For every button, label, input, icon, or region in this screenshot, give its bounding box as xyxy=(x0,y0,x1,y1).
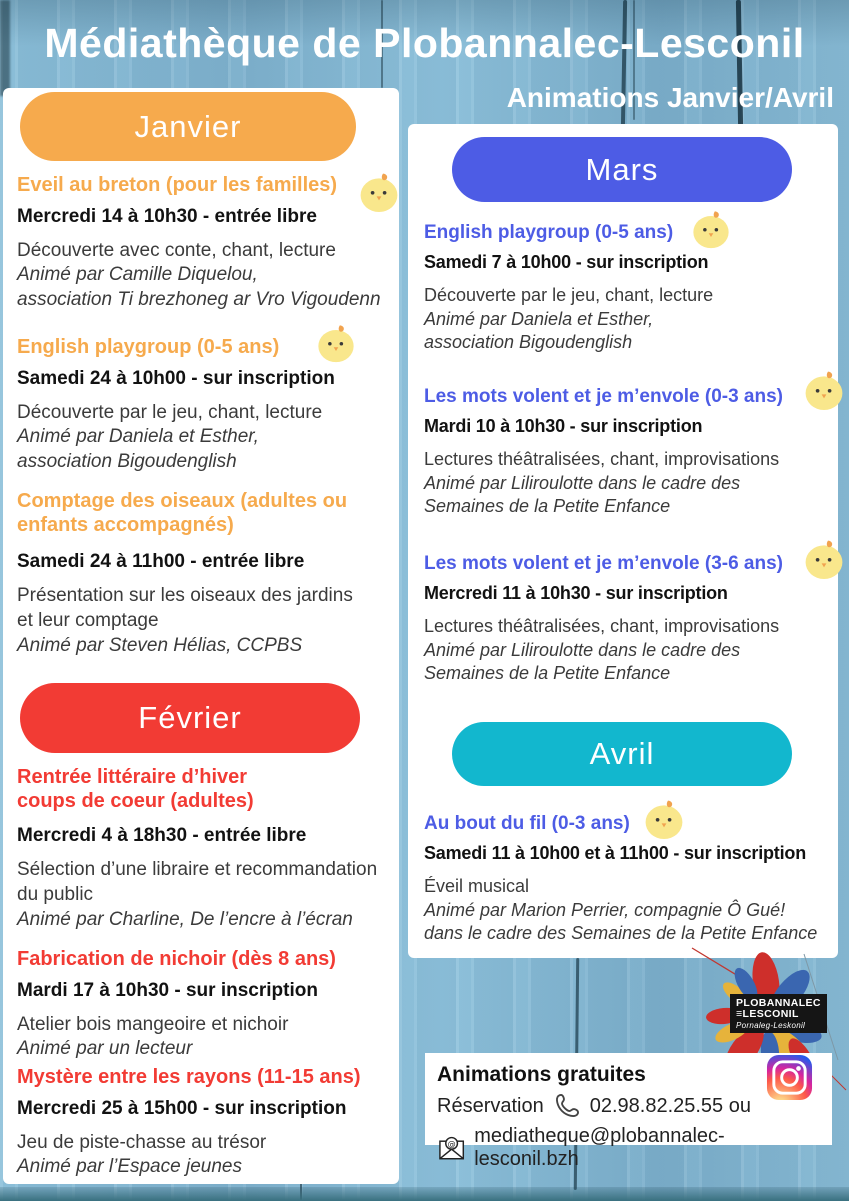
event-credit: Animé par Liliroulotte dans le cadre des xyxy=(424,472,741,493)
event-description: Découverte par le jeu, chant, lecture xyxy=(424,285,714,306)
event-description: du public xyxy=(17,883,94,905)
town-name-line1: PLOBANNALEC xyxy=(736,997,821,1009)
column-mars-avril xyxy=(408,124,838,958)
event-credit: Animé par Camille Diquelou, xyxy=(17,264,258,286)
event-credit: Semaines de la Petite Enfance xyxy=(424,496,671,517)
month-label: Avril xyxy=(589,736,655,771)
event-description: Atelier bois mangeoire et nichoir xyxy=(17,1013,289,1035)
event-credit: Animé par un lecteur xyxy=(17,1038,193,1060)
chick-icon xyxy=(688,206,734,252)
page-title: Médiathèque de Plobannalec-Lesconil xyxy=(44,20,805,66)
email-icon xyxy=(437,1135,466,1162)
month-label: Janvier xyxy=(134,108,242,144)
event-description: et leur comptage xyxy=(17,609,159,631)
event-title: Comptage des oiseaux (adultes ou xyxy=(17,490,348,512)
event-credit: Animé par Marion Perrier, compagnie Ô Gué! xyxy=(424,899,786,920)
chick-icon xyxy=(313,320,359,366)
bars-icon: ≡ xyxy=(736,1008,743,1021)
event-english-playgroup-janvier xyxy=(17,336,389,475)
event-eveil-au-breton xyxy=(17,174,389,313)
phone-number[interactable]: 02.98.82.25.55 ou xyxy=(589,1094,751,1117)
event-credit: Animé par Daniela et Esther, xyxy=(424,308,654,329)
event-description: Éveil musical xyxy=(424,876,530,897)
month-pill-mars xyxy=(452,137,792,202)
month-pill-fevrier xyxy=(20,683,360,753)
event-rentree-litteraire xyxy=(17,766,389,932)
event-description: Découverte avec conte, chant, lecture xyxy=(17,239,336,261)
event-mots-volent-0-3 xyxy=(424,386,826,519)
chick-icon xyxy=(800,535,848,583)
event-credit: association Bigoudenglish xyxy=(17,450,237,472)
event-credit: Animé par Daniela et Esther, xyxy=(17,426,259,448)
event-date: Mardi 10 à 10h30 - sur inscription xyxy=(424,416,703,437)
event-title: Les mots volent et je m’envole (0-3 ans) xyxy=(424,386,783,407)
event-credit: Animé par Liliroulotte dans le cadre des xyxy=(424,639,741,660)
svg-text:@: @ xyxy=(447,1138,456,1148)
event-date: Mercredi 25 à 15h00 - sur inscription xyxy=(17,1097,347,1119)
event-credit: association Ti brezhoneg ar Vro Vigoudenn xyxy=(17,288,381,310)
event-title: Les mots volent et je m’envole (3-6 ans) xyxy=(424,553,783,574)
event-title-line2: enfants accompagnés) xyxy=(17,513,234,536)
event-title: Fabrication de nichoir (dès 8 ans) xyxy=(17,948,336,970)
event-english-playgroup-mars xyxy=(424,222,826,355)
month-label: Mars xyxy=(585,151,659,187)
event-description: Jeu de piste-chasse au trésor xyxy=(17,1131,267,1153)
event-credit: Semaines de la Petite Enfance xyxy=(424,663,671,684)
town-logo-label xyxy=(730,994,827,1033)
event-fabrication-nichoir xyxy=(17,948,389,1062)
contact-title: Animations gratuites xyxy=(437,1063,646,1086)
event-date: Mercredi 11 à 10h30 - sur inscription xyxy=(424,583,728,604)
instagram-icon[interactable] xyxy=(766,1054,813,1101)
event-date: Mercredi 4 à 18h30 - entrée libre xyxy=(17,825,307,847)
event-description: Lectures théâtralisées, chant, improvisations xyxy=(424,616,780,637)
event-credit: Animé par Steven Hélias, CCPBS xyxy=(17,634,303,656)
chick-icon xyxy=(800,366,848,414)
month-label: Février xyxy=(138,700,242,735)
event-description: Présentation sur les oiseaux des jardins xyxy=(17,585,353,607)
event-title: English playgroup (0-5 ans) xyxy=(424,222,674,243)
event-mots-volent-3-6 xyxy=(424,553,826,686)
event-date: Mardi 17 à 10h30 - sur inscription xyxy=(17,979,318,1001)
event-description: Sélection d’une libraire et recommandation xyxy=(17,859,378,881)
event-date: Samedi 11 à 10h00 et à 11h00 - sur inscription xyxy=(424,843,806,864)
phone-icon xyxy=(552,1091,582,1121)
event-au-bout-du-fil xyxy=(424,813,826,946)
event-credit: association Bigoudenglish xyxy=(424,332,633,353)
reservation-label: Réservation xyxy=(437,1094,544,1117)
chick-icon xyxy=(640,795,688,843)
month-pill-janvier xyxy=(20,92,356,161)
event-comptage-des-oiseaux xyxy=(17,490,389,658)
event-date: Mercredi 14 à 10h30 - entrée libre xyxy=(17,205,317,227)
event-title: Eveil au breton (pour les familles) xyxy=(17,174,338,196)
event-mystere-rayons xyxy=(17,1066,389,1180)
event-credit: Animé par l’Espace jeunes xyxy=(17,1156,242,1178)
event-date: Samedi 24 à 10h00 - sur inscription xyxy=(17,367,335,389)
event-title: Au bout du fil (0-3 ans) xyxy=(424,813,630,834)
event-credit: Animé par Charline, De l’encre à l’écran xyxy=(17,908,353,930)
wood-bottom-edge xyxy=(0,1187,849,1201)
event-description: Lectures théâtralisées, chant, improvisations xyxy=(424,449,780,470)
event-title: Rentrée littéraire d’hiver xyxy=(17,766,248,788)
event-date: Samedi 24 à 11h00 - entrée libre xyxy=(17,551,305,573)
email-address[interactable]: mediatheque@plobannalec-lesconil.bzh xyxy=(474,1125,725,1170)
town-name-breton: Pornaleg-Leskonil xyxy=(736,1021,806,1031)
month-pill-avril xyxy=(452,722,792,786)
chick-icon xyxy=(355,168,403,216)
town-name-line2: ≡LESCONIL xyxy=(736,1008,799,1021)
event-title-line2: coups de coeur (adultes) xyxy=(17,789,254,812)
event-credit: dans le cadre des Semaines de la Petite Enfance xyxy=(424,923,818,944)
page-subtitle: Animations Janvier/Avril xyxy=(506,82,834,113)
event-date: Samedi 7 à 10h00 - sur inscription xyxy=(424,252,709,273)
column-janvier-fevrier xyxy=(3,88,399,1184)
event-title: English playgroup (0-5 ans) xyxy=(17,336,280,358)
event-description: Découverte par le jeu, chant, lecture xyxy=(17,401,323,423)
event-title: Mystère entre les rayons (11-15 ans) xyxy=(17,1066,361,1088)
